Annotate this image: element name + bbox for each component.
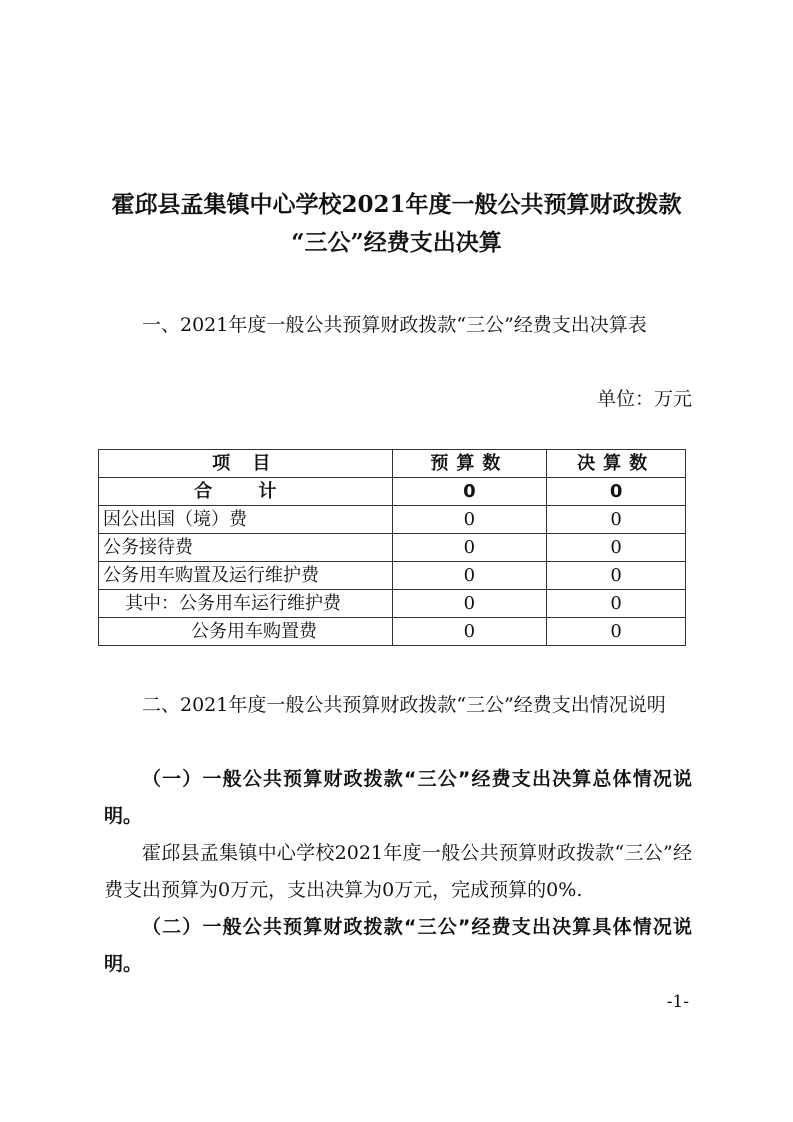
table-row	[99, 562, 686, 590]
row-item: 公务用车购置及运行维护费	[99, 562, 393, 590]
table-row	[99, 590, 686, 618]
row-final: 0	[547, 618, 686, 646]
row-final: 0	[547, 562, 686, 590]
section-1-heading: 一、2021年度一般公共预算财政拨款“三公”经费支出决算表	[142, 314, 647, 336]
table-row	[99, 506, 686, 534]
subsection-1-body: 霍邱县孟集镇中心学校2021年度一般公共预算财政拨款“三公”经费支出预算为0万元，支出决算为0万元，完成预算的0%.	[104, 842, 692, 901]
row-budget: 0	[392, 590, 547, 618]
three-public-expenses-table	[98, 449, 686, 646]
table-row	[99, 618, 686, 646]
header-item: 项 目	[99, 450, 393, 478]
table-row	[99, 534, 686, 562]
document-title-line-2: “三公”经费支出决算	[291, 229, 502, 256]
row-item: 其中：公务用车运行维护费	[99, 590, 393, 618]
header-final: 决算数	[547, 450, 686, 478]
table-row-total	[99, 478, 686, 506]
row-budget: 0	[392, 562, 547, 590]
row-final: 0	[547, 478, 686, 506]
row-budget: 0	[392, 534, 547, 562]
row-final: 0	[547, 590, 686, 618]
row-item: 因公出国（境）费	[99, 506, 393, 534]
row-budget: 0	[392, 478, 547, 506]
row-item: 合 计	[99, 478, 393, 506]
row-item: 公务接待费	[99, 534, 393, 562]
table-header-row	[99, 450, 686, 478]
row-final: 0	[547, 506, 686, 534]
unit-label: 单位：万元	[596, 388, 692, 410]
row-budget: 0	[392, 506, 547, 534]
header-budget: 预算数	[392, 450, 547, 478]
section-2-heading: 二、2021年度一般公共预算财政拨款“三公”经费支出情况说明	[142, 694, 666, 716]
subsection-1-heading: （一）一般公共预算财政拨款“三公”经费支出决算总体情况说明。	[104, 768, 692, 827]
subsection-2-heading: （二）一般公共预算财政拨款“三公”经费支出决算具体情况说明。	[104, 916, 692, 975]
row-item: 公务用车购置费	[99, 618, 393, 646]
page-number: -1-	[666, 992, 689, 1012]
row-budget: 0	[392, 618, 547, 646]
document-title-line-1: 霍邱县孟集镇中心学校2021年度一般公共预算财政拨款	[111, 191, 682, 218]
row-final: 0	[547, 534, 686, 562]
